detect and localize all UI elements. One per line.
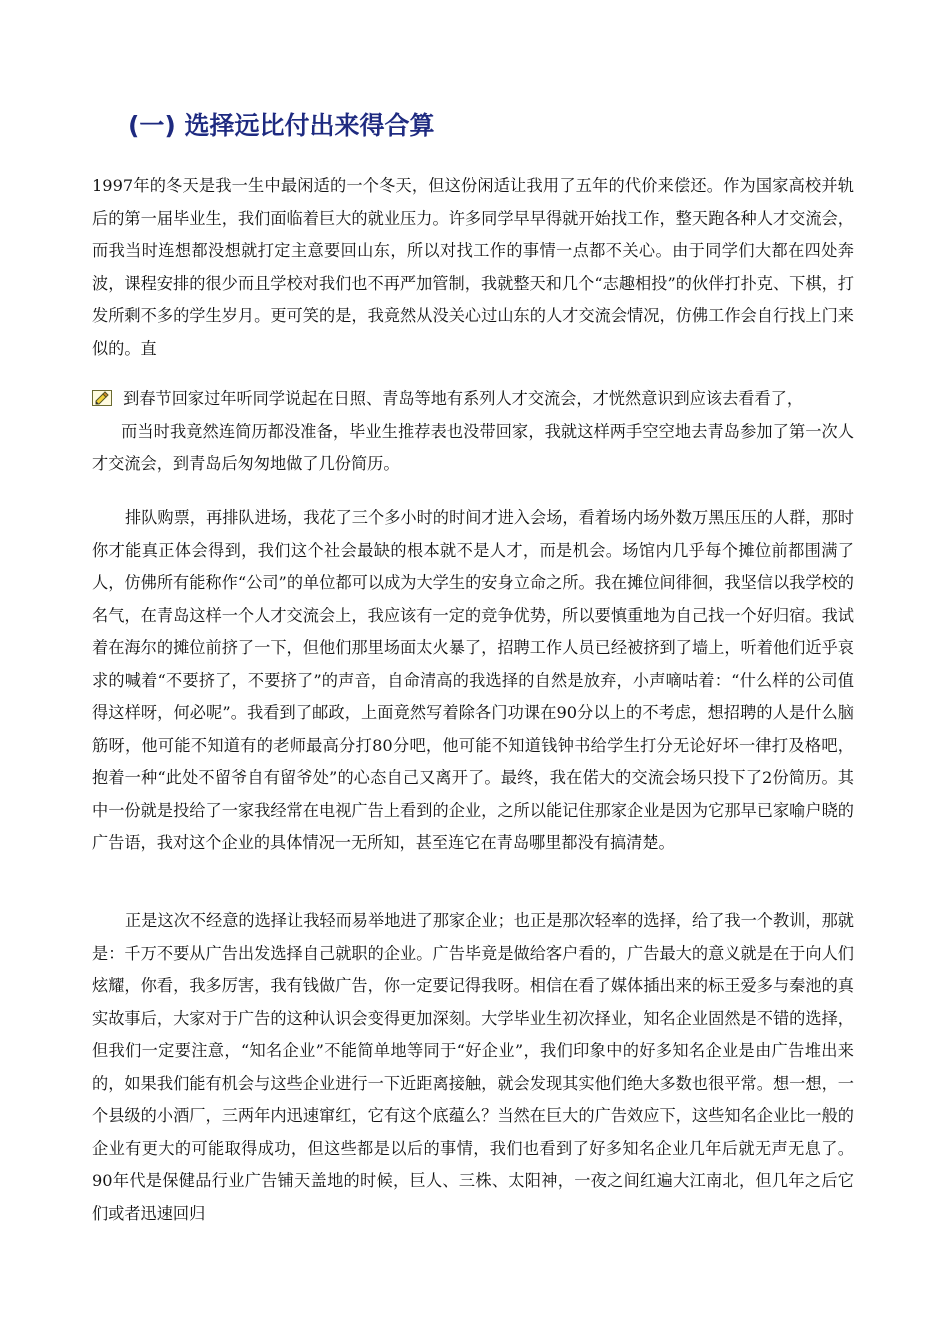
paragraph-1: 1997年的冬天是我一生中最闲适的一个冬天，但这份闲适让我用了五年的代价来偿还。作为国家高校并轨后的第一届毕业生，我们面临着巨大的就业压力。许多同学早早得就开始找工作，整天跑各种人才交流会，而我当时连想都没想就打定主意要回山东，所以对找工作的事情一点都不关心。由于同学们大都在四处奔波，课程安排的很少而且学校对我们也不再严加管制，我就整天和几个“志趣相投”的伙伴打扑克、下棋，打发所剩不多的学生岁月。更可笑的是，我竟然从没关心过山东的人才交流会情况，仿佛工作会自行找上门来似的。直 (92, 176, 854, 358)
section-heading: (一) 选择远比付出来得合算 (128, 111, 435, 140)
paragraph-2-first-line: 到春节回家过年听同学说起在日照、青岛等地有系列人才交流会，才恍然意识到应该去看看了， (123, 389, 804, 408)
note-icon[interactable] (92, 389, 123, 408)
paragraph-4: 正是这次不经意的选择让我轻而易举地进了那家企业；也正是那次轻率的选择，给了我一个教训，那就是：千万不要从广告出发选择自己就职的企业。广告毕竟是做给客户看的，广告最大的意义就是在于向人们炫耀，你看，我多厉害，我有钱做广告，你一定要记得我呀。相信在看了媒体插出来的标王爱多与秦池的真实故事后，大家对于广告的这种认识会变得更加深刻。大学毕业生初次择业，知名企业固然是不错的选择，但我们一定要注意，“知名企业”不能简单地等同于“好企业”，我们印象中的好多知名企业是由广告堆出来的，如果我们能有机会与这些企业进行一下近距离接触，就会发现其实他们绝大多数也很平常。想一想，一个县级的小酒厂，三两年内迅速窜红，它有这个底蕴么？当然在巨大的广告效应下，这些知名企业比一般的企业有更大的可能取得成功，但这些都是以后的事情，我们也看到了好多知名企业几年后就无声无息了。90年代是保健品行业广告铺天盖地的时候，巨人、三株、太阳神，一夜之间红遍大江南北，但几年之后它们或者迅速回归 (92, 911, 854, 1223)
paragraph-3: 排队购票，再排队进场，我花了三个多小时的时间才进入会场，看着场内场外数万黑压压的人群，那时你才能真正体会得到，我们这个社会最缺的根本就不是人才，而是机会。场馆内几乎每个摊位前都围满了人，仿佛所有能称作“公司”的单位都可以成为大学生的安身立命之所。我在摊位间徘徊，我坚信以我学校的名气，在青岛这样一个人才交流会上，我应该有一定的竞争优势，所以要慎重地为自己找一个好归宿。我试着在海尔的摊位前挤了一下，但他们那里场面太火暴了，招聘工作人员已经被挤到了墙上，听着他们近乎哀求的喊着“不要挤了，不要挤了”的声音，自命清高的我选择的自然是放弃，小声嘀咕着：“什么样的公司值得这样呀，何必呢”。我看到了邮政，上面竟然写着除各门功课在90分以上的不考虑，想招聘的人是什么脑筋呀，他可能不知道有的老师最高分打80分吧，他可能不知道钱钟书给学生打分无论好坏一律打及格吧，抱着一种“此处不留爷自有留爷处”的心态自己又离开了。最终，我在偌大的交流会场只投下了2份简历。其中一份就是投给了一家我经常在电视广告上看到的企业，之所以能记住那家企业是因为它那早已家喻户晓的广告语，我对这个企业的具体情况一无所知，甚至连它在青岛哪里都没有搞清楚。 (92, 508, 854, 852)
paragraph-2-continuation: 而当时我竟然连简历都没准备，毕业生推荐表也没带回家，我就这样两手空空地去青岛参加了第一次人才交流会，到青岛后匆匆地做了几份简历。 (92, 421, 854, 473)
paragraph-2 (92, 383, 854, 481)
